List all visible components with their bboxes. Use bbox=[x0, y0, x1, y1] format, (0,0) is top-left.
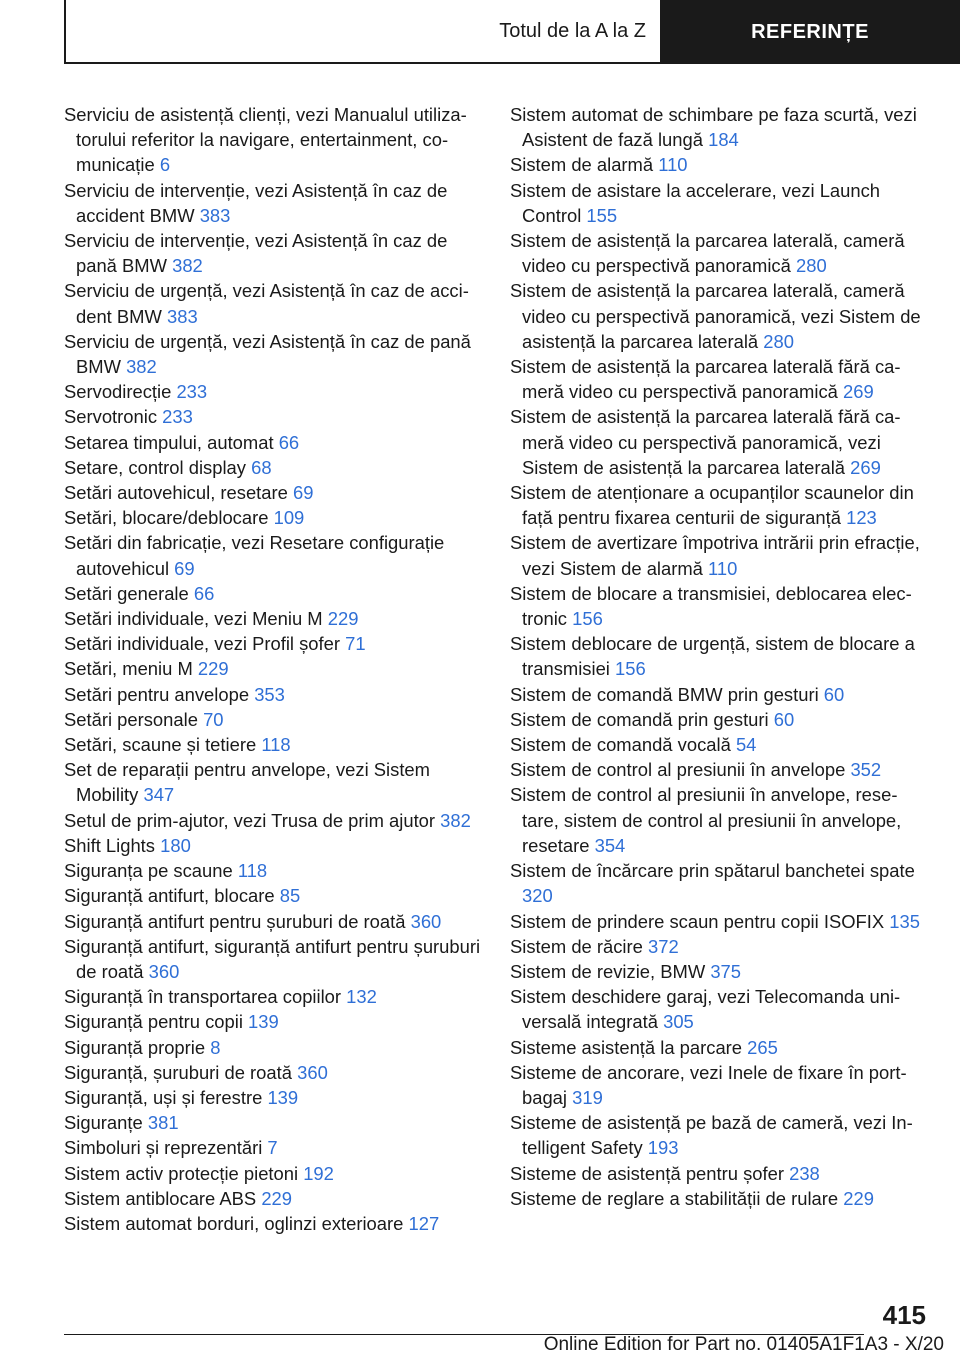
index-entry bbox=[510, 959, 928, 984]
index-page-link[interactable]: 8 bbox=[210, 1036, 221, 1058]
index-entry-text: Set de reparații pentru anvelope, vezi Sistem Mobility bbox=[64, 759, 430, 806]
index-entry-text: Siguranță pentru copii bbox=[64, 1011, 243, 1033]
index-page-link[interactable]: 269 bbox=[850, 456, 881, 478]
index-entry-text: Siguranță antifurt, blocare bbox=[64, 885, 275, 907]
index-entry-text: Sistem antiblocare ABS bbox=[64, 1187, 257, 1209]
index-page-link[interactable]: 6 bbox=[159, 154, 171, 176]
index-entry bbox=[64, 631, 482, 656]
index-entry bbox=[64, 934, 482, 984]
index-entry bbox=[510, 858, 928, 908]
index-entry-text: Setări autovehicul, resetare bbox=[64, 482, 288, 504]
index-page-link[interactable]: 360 bbox=[148, 960, 180, 982]
index-page-link[interactable]: 382 bbox=[172, 255, 203, 277]
index-page-link[interactable]: 184 bbox=[708, 129, 739, 151]
index-entry-text: Sistem de asistență la parcarea laterală fără cameră video cu perspectivă panoramică, vezi Sistem de asistență la parcarea laterală bbox=[510, 406, 901, 478]
index-entry-text: Sistem de asistență la parcarea laterală, cameră video cu perspectivă panoramică, vezi Sistem de asistență la parcarea laterală bbox=[510, 280, 921, 352]
index-entry bbox=[64, 909, 482, 934]
index-entry-text: Setări individuale, vezi Profil șofer bbox=[64, 633, 340, 655]
index-page-link[interactable]: 347 bbox=[143, 784, 175, 806]
index-page-link[interactable]: 54 bbox=[735, 734, 757, 756]
index-columns bbox=[64, 102, 928, 1236]
index-entry bbox=[64, 581, 482, 606]
index-entry-text: Setări, blocare/deblocare bbox=[64, 507, 269, 529]
index-entry bbox=[510, 1060, 928, 1110]
index-entry-text: Sistem de prindere scaun pentru copii ISOFIX bbox=[510, 910, 885, 932]
index-page-link[interactable]: 66 bbox=[278, 431, 300, 453]
index-entry bbox=[64, 1110, 482, 1135]
index-entry bbox=[64, 379, 482, 404]
index-entry bbox=[64, 984, 482, 1009]
index-page-link[interactable]: 110 bbox=[658, 154, 688, 176]
index-page-link[interactable]: 85 bbox=[279, 885, 301, 907]
index-page-link[interactable]: 110 bbox=[708, 557, 738, 579]
index-entry-text: Sistem de revizie, BMW bbox=[510, 960, 706, 982]
index-entry bbox=[510, 1035, 928, 1060]
index-entry bbox=[510, 732, 928, 757]
index-page-link[interactable]: 193 bbox=[647, 1137, 679, 1159]
index-page-link[interactable]: 352 bbox=[850, 759, 882, 781]
index-entry bbox=[64, 228, 482, 278]
index-page-link[interactable]: 265 bbox=[747, 1036, 778, 1058]
index-entry-text: Siguranță proprie bbox=[64, 1036, 206, 1058]
index-page-link[interactable]: 383 bbox=[166, 305, 198, 327]
index-entry bbox=[510, 354, 928, 404]
index-entry-text: Sistem deschidere garaj, vezi Telecomanda universală integrată bbox=[510, 986, 901, 1033]
index-entry-text: Serviciu de intervenție, vezi Asistență în caz de pană BMW bbox=[64, 230, 448, 277]
index-entry-text: Sistem automat de schimbare pe faza scurtă, vezi Asistent de fază lungă bbox=[510, 104, 917, 151]
index-page-link[interactable]: 70 bbox=[203, 708, 224, 730]
index-entry bbox=[64, 1035, 482, 1060]
index-entry-text: Setări pentru anvelope bbox=[64, 683, 250, 705]
index-entry-text: Sisteme de asistență pentru șofer bbox=[510, 1162, 784, 1184]
index-entry bbox=[64, 1186, 482, 1211]
index-page-link[interactable]: 382 bbox=[126, 356, 157, 378]
index-page-link[interactable]: 360 bbox=[410, 910, 442, 932]
index-page-link[interactable]: 360 bbox=[297, 1061, 328, 1083]
index-page-link[interactable]: 60 bbox=[773, 708, 795, 730]
index-entry-text: Setări personale bbox=[64, 708, 198, 730]
index-entry bbox=[510, 102, 928, 152]
index-entry bbox=[64, 178, 482, 228]
index-entry bbox=[64, 1009, 482, 1034]
index-entry bbox=[64, 505, 482, 530]
index-entry bbox=[64, 1060, 482, 1085]
index-entry bbox=[510, 1161, 928, 1186]
index-entry-text: Simboluri și reprezentări bbox=[64, 1137, 263, 1159]
index-entry-text: Setări generale bbox=[64, 582, 189, 604]
index-entry bbox=[64, 606, 482, 631]
index-entry bbox=[64, 455, 482, 480]
index-page-link[interactable]: 69 bbox=[174, 557, 195, 579]
index-entry-text: Sistem automat borduri, oglinzi exterioare bbox=[64, 1212, 404, 1234]
index-entry bbox=[510, 152, 928, 177]
index-entry bbox=[64, 732, 482, 757]
index-entry-text: Sistem de control al presiunii în anvelope bbox=[510, 759, 846, 781]
index-entry bbox=[510, 782, 928, 858]
index-page-link[interactable]: 69 bbox=[293, 482, 314, 504]
index-page-link[interactable]: 139 bbox=[267, 1086, 299, 1108]
index-entry-text: Setarea timpului, automat bbox=[64, 431, 274, 453]
index-entry-text: Sistem de control al presiunii în anvelope, resetare, sistem de control al presiunii în anvelope, resetare bbox=[510, 784, 902, 856]
index-entry-text: Setări din fabricație, vezi Resetare configurație autovehicul bbox=[64, 532, 445, 579]
index-page-link[interactable]: 382 bbox=[440, 809, 471, 831]
index-page-link[interactable]: 372 bbox=[648, 935, 679, 957]
index-entry bbox=[510, 682, 928, 707]
index-page-link[interactable]: 156 bbox=[572, 608, 603, 630]
index-page-link[interactable]: 60 bbox=[823, 683, 845, 705]
index-entry bbox=[510, 707, 928, 732]
index-entry bbox=[510, 404, 928, 480]
index-entry-text: Shift Lights bbox=[64, 834, 155, 856]
index-page-link[interactable]: 229 bbox=[197, 658, 229, 680]
index-entry-text: Sistem de atenționare a ocupanților scaunelor din față pentru fixarea centurii de siguranță bbox=[510, 482, 914, 529]
index-page-link[interactable]: 354 bbox=[594, 834, 626, 856]
index-page-link[interactable]: 238 bbox=[789, 1162, 820, 1184]
index-page-link[interactable]: 127 bbox=[408, 1212, 440, 1234]
index-entry bbox=[64, 1085, 482, 1110]
index-page-link[interactable]: 180 bbox=[160, 834, 191, 856]
index-entry bbox=[64, 858, 482, 883]
index-entry-text: Sistem de blocare a transmisiei, deblocarea electronic bbox=[510, 582, 912, 630]
index-entry-text: Serviciu de urgență, vezi Asistență în caz de accident BMW bbox=[64, 280, 469, 327]
index-entry bbox=[64, 656, 482, 681]
index-entry bbox=[510, 228, 928, 278]
index-entry-text: Setări, meniu M bbox=[64, 658, 193, 680]
index-entry bbox=[510, 1110, 928, 1160]
index-entry bbox=[510, 581, 928, 631]
index-entry-text: Setul de prim-ajutor, vezi Trusa de prim ajutor bbox=[64, 809, 436, 831]
index-page-link[interactable]: 381 bbox=[147, 1112, 179, 1134]
chapter-tab: REFERINȚE bbox=[660, 0, 960, 64]
index-column-right bbox=[510, 102, 928, 1236]
index-entry bbox=[510, 934, 928, 959]
index-entry-text: Serviciu de asistență clienți, vezi Manualul utilizatorului referitor la navigare, entertainment, comunicație bbox=[64, 104, 467, 176]
index-entry-text: Sisteme de ancorare, vezi Inele de fixare în portbagaj bbox=[510, 1061, 907, 1108]
index-entry bbox=[510, 178, 928, 228]
index-entry bbox=[64, 833, 482, 858]
index-page-link[interactable]: 280 bbox=[795, 255, 827, 277]
index-entry bbox=[64, 278, 482, 328]
index-page-link[interactable]: 135 bbox=[889, 910, 920, 932]
index-page-link[interactable]: 233 bbox=[162, 406, 193, 428]
index-page-link[interactable]: 118 bbox=[261, 734, 291, 756]
index-page-link[interactable]: 305 bbox=[663, 1011, 694, 1033]
index-entry-text: Sistem de asistență la parcarea laterală fără cameră video cu perspectivă panoramică bbox=[510, 356, 901, 403]
index-page-link[interactable]: 233 bbox=[176, 381, 208, 403]
index-entry-text: Siguranță, uși și ferestre bbox=[64, 1086, 263, 1108]
index-entry bbox=[64, 808, 482, 833]
index-entry-text: Siguranță, șuruburi de roată bbox=[64, 1061, 292, 1083]
index-entry bbox=[64, 1211, 482, 1236]
index-page-link[interactable]: 68 bbox=[251, 456, 272, 478]
index-entry bbox=[510, 278, 928, 354]
index-entry bbox=[64, 329, 482, 379]
index-page-link[interactable]: 71 bbox=[345, 633, 366, 655]
index-entry-text: Setare, control display bbox=[64, 456, 246, 478]
index-entry-text: Sistem de alarmă bbox=[510, 154, 654, 176]
index-page-link[interactable]: 66 bbox=[193, 582, 215, 604]
section-title: Totul de la A la Z bbox=[64, 0, 660, 64]
index-entry bbox=[510, 984, 928, 1034]
index-page-link[interactable]: 320 bbox=[522, 885, 553, 907]
index-entry-text: Sistem de asistență la parcarea laterală, cameră video cu perspectivă panoramică bbox=[510, 230, 905, 277]
index-entry bbox=[64, 102, 482, 178]
index-page-link[interactable]: 375 bbox=[710, 960, 741, 982]
index-entry-text: Sistem de comandă vocală bbox=[510, 734, 731, 756]
index-entry-text: Serviciu de intervenție, vezi Asistență în caz de accident BMW bbox=[64, 179, 448, 226]
index-entry-text: Sistem de răcire bbox=[510, 935, 643, 957]
index-page-link[interactable]: 109 bbox=[273, 507, 305, 529]
index-page-link[interactable]: 319 bbox=[572, 1086, 603, 1108]
index-entry bbox=[510, 909, 928, 934]
index-entry-text: Siguranță antifurt, siguranță antifurt pentru șuruburi de roată bbox=[64, 935, 481, 982]
index-page-link[interactable]: 229 bbox=[843, 1187, 874, 1209]
index-page-link[interactable]: 192 bbox=[303, 1162, 334, 1184]
index-entry-text: Sistem de avertizare împotriva intrării prin efracție, vezi Sistem de alarmă bbox=[510, 532, 920, 579]
index-entry bbox=[510, 1186, 928, 1211]
index-page-link[interactable]: 132 bbox=[346, 986, 377, 1008]
page-header bbox=[64, 0, 960, 64]
index-entry-text: Servodirecție bbox=[64, 381, 172, 403]
index-entry-text: Sisteme de asistență pe bază de cameră, vezi Intelligent Safety bbox=[510, 1112, 913, 1159]
index-entry-text: Siguranțe bbox=[64, 1112, 143, 1134]
index-column-left bbox=[64, 102, 482, 1236]
index-entry-text: Siguranța pe scaune bbox=[64, 860, 233, 882]
index-page-link[interactable]: 7 bbox=[267, 1137, 278, 1159]
index-page-link[interactable]: 269 bbox=[843, 381, 874, 403]
footer-edition: Online Edition for Part no. 01405A1F1A3 - X/20 bbox=[543, 1334, 944, 1355]
index-entry bbox=[64, 1135, 482, 1160]
index-page-link[interactable]: 280 bbox=[763, 330, 794, 352]
index-entry-text: Siguranță în transportarea copiilor bbox=[64, 986, 342, 1008]
index-entry-text: Serviciu de urgență, vezi Asistență în caz de pană BMW bbox=[64, 330, 471, 378]
index-page-link[interactable]: 123 bbox=[846, 507, 877, 529]
index-entry-text: Sistem de comandă prin gesturi bbox=[510, 708, 769, 730]
index-entry bbox=[64, 404, 482, 429]
index-entry bbox=[64, 480, 482, 505]
index-entry bbox=[510, 631, 928, 681]
index-entry bbox=[64, 682, 482, 707]
index-page-link[interactable]: 156 bbox=[615, 658, 646, 680]
index-entry-text: Siguranță antifurt pentru șuruburi de roată bbox=[64, 910, 406, 932]
index-page-link[interactable]: 229 bbox=[261, 1187, 292, 1209]
index-entry bbox=[64, 1161, 482, 1186]
index-entry-text: Servotronic bbox=[64, 406, 158, 428]
index-entry-text: Sistem de comandă BMW prin gesturi bbox=[510, 683, 819, 705]
index-entry-text: Sistem activ protecție pietoni bbox=[64, 1162, 299, 1184]
index-page-link[interactable]: 229 bbox=[327, 608, 359, 630]
index-page-link[interactable]: 155 bbox=[586, 204, 618, 226]
index-entry-text: Setări individuale, vezi Meniu M bbox=[64, 608, 323, 630]
index-entry-text: Setări, scaune și tetiere bbox=[64, 734, 257, 756]
index-entry bbox=[510, 530, 928, 580]
index-entry bbox=[510, 757, 928, 782]
index-page-link[interactable]: 139 bbox=[248, 1011, 279, 1033]
index-entry-text: Sistem deblocare de urgență, sistem de blocare a transmisiei bbox=[510, 633, 915, 680]
index-entry-text: Sistem de asistare la accelerare, vezi Launch Control bbox=[510, 179, 881, 226]
index-entry bbox=[64, 757, 482, 807]
index-entry bbox=[510, 480, 928, 530]
page-number: 415 bbox=[882, 1300, 926, 1330]
index-page-link[interactable]: 353 bbox=[254, 683, 285, 705]
index-page-link[interactable]: 383 bbox=[199, 204, 231, 226]
index-entry bbox=[64, 883, 482, 908]
index-entry-text: Sisteme asistență la parcare bbox=[510, 1036, 743, 1058]
index-entry bbox=[64, 430, 482, 455]
index-entry-text: Sisteme de reglare a stabilității de rulare bbox=[510, 1187, 839, 1209]
index-page-link[interactable]: 118 bbox=[237, 860, 268, 882]
index-entry bbox=[64, 707, 482, 732]
index-entry-text: Sistem de încărcare prin spătarul banchetei spate bbox=[510, 860, 915, 882]
index-entry bbox=[64, 530, 482, 580]
